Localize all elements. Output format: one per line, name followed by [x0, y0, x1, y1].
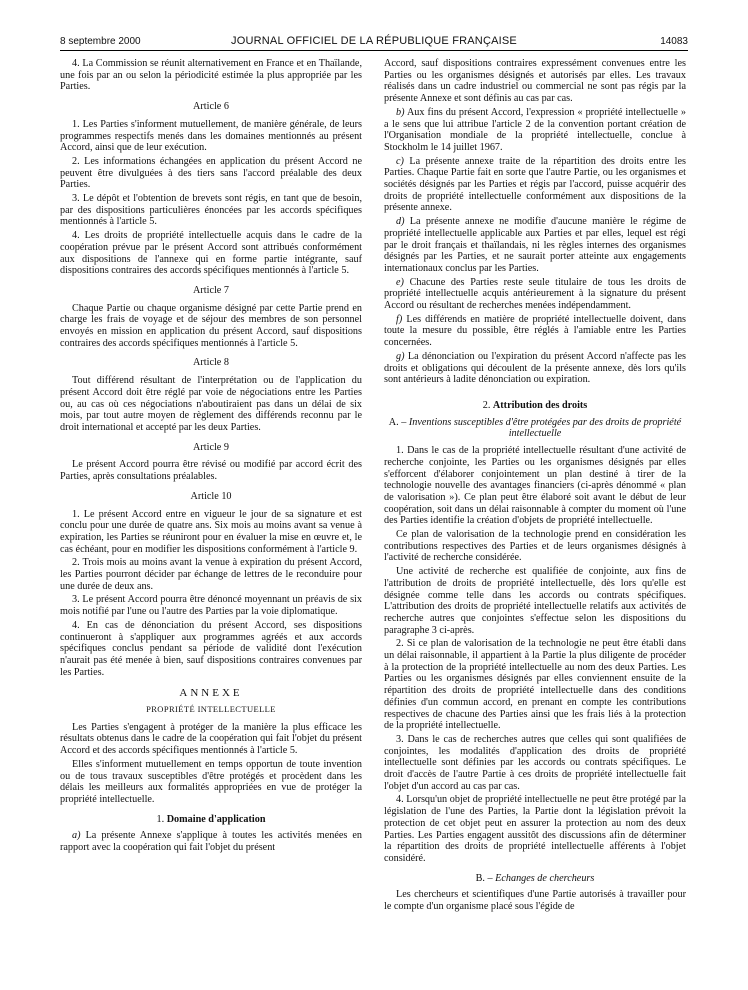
paragraph: 2. Trois mois au moins avant la venue à expiration du présent Accord, les Parties pourront décider par échange de lettres de le reconduire pour une durée de deux ans. [60, 557, 362, 592]
article-9-heading: Article 9 [193, 441, 229, 453]
section-2-heading [384, 400, 686, 412]
subsection-title: Inventions susceptibles d'être protégées par des droits de propriété intellectuelle [408, 416, 682, 440]
item-text: La dénonciation ou l'expiration du présent Accord n'affecte pas les droits et obligations qui découlent de la présente annexe, dès lors qu'ils sont antérieurs à ladite dénonciation ou expiration. [384, 350, 687, 386]
paragraph: 4. Les droits de propriété intellectuelle acquis dans le cadre de la coopération prévue par le présent Accord sont attribués conformément aux dispositions de l'annexe qui en forme partie intégrante, sauf dispositions contraires des accords spécifiques mentionnés à l'article 5. [60, 230, 362, 277]
section-title: Domaine d'application [166, 813, 266, 825]
subsection-label: B. – [475, 872, 493, 884]
section-1-heading [60, 814, 362, 826]
paragraph [384, 156, 686, 215]
section-number: 2. [482, 399, 491, 411]
left-column [60, 58, 362, 856]
header-date: 8 septembre 2000 [60, 36, 141, 47]
paragraph: 4. En cas de dénonciation du présent Accord, ses dispositions continueront à s'appliquer aux programmes agréés et aux accords spécifiques conclus pendant sa période de validité dont l'exécution n'aurait pas été menée à bien, sauf dispositions contraires convenues par les Parties. [60, 619, 362, 678]
paragraph: Chaque Partie ou chaque organisme désigné par cette Partie prend en charge les frais de voyage et de séjour des membres de son personnel envoyés en mission en application du présent Accord, sauf dispositions contraires des accords spécifiques mentionnés à l'article 5. [60, 302, 362, 349]
item-text: Les différends en matière de propriété intellectuelle doivent, dans toute la mesure du possible, être réglés à l'amiable entre les Parties concernées. [384, 313, 687, 349]
paragraph: Les chercheurs et scientifiques d'une Partie autorisés à travailler pour le compte d'un organisme placé sous l'égide de [384, 889, 686, 913]
item-label: f) [396, 313, 403, 325]
paragraph: 4. Lorsqu'un objet de propriété intellectuelle ne peut être protégé par la législation de l'une des Parties, la Partie dont la législation prévoit la protection de cet objet peut en assurer la protection au nom des deux Parties. Les Parties engagent aussitôt des discussions afin de déterminer la répartition des droits de propriété intellectuelle afférents à l'objet considéré. [384, 794, 686, 864]
paragraph: 1. Le présent Accord entre en vigueur le jour de sa signature et est conclu pour une durée de quatre ans. Six mois au moins avant sa venue à expiration, les Parties se réuniront pour en évaluer la mise en œuvre et, le cas échéant, pour en modifier les dispositions conformément à l'article 9. [60, 508, 362, 555]
article-10-heading: Article 10 [190, 490, 232, 502]
paragraph: 3. Dans le cas de recherches autres que celles qui sont qualifiées de conjointes, les modalités d'application des droits de propriété intellectuelle sont définies par les accords ou contrats spécifiques. Le droit d'accès de l'autre Partie à ces droits de propriété intellectuelle fait l'objet d'un accord au cas par cas. [384, 733, 686, 792]
paragraph [60, 830, 362, 853]
annexe-subheading: PROPRIÉTÉ INTELLECTUELLE [146, 704, 276, 715]
paragraph [384, 351, 686, 386]
paragraph: 2. Si ce plan de valorisation de la technologie ne peut être établi dans un délai raisonnable, il appartient à la Partie la plus diligente de procéder à la protection de la propriété intellectuelle au nom des deux Parties. Les Parties ou les organismes désignés par elles conviennent ensuite de la répartition des droits de propriété intellectuelle dans des conditions définies d'un commun accord, en prenant en compte les contributions respectives de chacune des Parties ainsi que les frais liés à la protection de la propriété intellectuelle. [384, 638, 686, 732]
paragraph: Ce plan de valorisation de la technologie prend en considération les contributions respectives des Parties et de leurs organismes désignés à l'activité de recherche considérée. [384, 529, 686, 564]
item-text: La présente annexe traite de la répartition des droits entre les Parties. Chaque Partie fait en sorte que l'autre Partie, ou les organismes et sociétés désignés par les Parties et régis par l'accord, puisse acquérir des droits de propriété intellectuelle conformément aux dispositions de la présente annexe. [384, 155, 686, 214]
paragraph [384, 216, 686, 275]
subsection-a-heading [384, 417, 686, 440]
paragraph: 1. Dans le cas de la propriété intellectuelle résultant d'une activité de recherche conjointe, les Parties ou les organismes désignés par elles s'efforcent d'élaborer conjointement un plan destiné à tirer de la technologie nouvelle des avantages financiers (ci-après dénommé « plan de valorisation »). Ce plan peut être élaboré soit avant le début de leur coopération, soit dans un délai raisonnable à compter du moment où l'une des Parties identifie la création d'objets de propriété intellectuelle. [384, 445, 686, 527]
paragraph: Elles s'informent mutuellement en temps opportun de toute invention ou de tous travaux susceptibles d'être protégés et procèdent dans les délais les meilleurs aux formalités appropriées en vue de protéger la propriété intellectuelle. [60, 758, 362, 805]
paragraph [384, 314, 686, 349]
paragraph: Accord, sauf dispositions contraires expressément convenues entre les Parties ou les organismes désignés et autorisés par elles. Les travaux réalisés dans un cadre industriel ou commercial ne sont pas régis par la présente Annexe et sont définis au cas par cas. [384, 58, 686, 105]
item-text: Chacune des Parties reste seule titulaire de tous les droits de propriété intellectuelle acquis antérieurement à la signature du présent Accord ou résultant de recherches menées indépendamment. [384, 276, 686, 312]
item-text: Aux fins du présent Accord, l'expression « propriété intellectuelle » a le sens que lui attribue l'article 2 de la convention portant création de l'Organisation mondiale de la propriété intellectuelle, conclue à Stockholm le 14 juillet 1967. [384, 106, 687, 153]
item-label: e) [396, 276, 404, 288]
paragraph [384, 277, 686, 312]
subsection-title: Echanges de chercheurs [495, 872, 595, 884]
section-title: Attribution des droits [492, 399, 588, 411]
paragraph: 1. Les Parties s'informent mutuellement, de manière générale, de leurs programmes respectifs menés dans les domaines mentionnés au présent Accord, ainsi que de leur exécution. [60, 118, 362, 154]
page-header [60, 32, 688, 51]
article-6-heading: Article 6 [193, 101, 229, 113]
annexe-heading: ANNEXE [179, 687, 243, 700]
paragraph: 4. La Commission se réunit alternativement en France et en Thaïlande, une fois par an ou selon la périodicité estimée la plus appropriée par les Parties. [60, 58, 362, 93]
paragraph: Le présent Accord pourra être révisé ou modifié par accord écrit des Parties, après consultations préalables. [60, 459, 362, 483]
article-7-heading: Article 7 [193, 284, 229, 296]
item-label: d) [396, 216, 405, 228]
journal-title: JOURNAL OFFICIEL DE LA RÉPUBLIQUE FRANÇAISE [231, 35, 517, 47]
right-column [384, 58, 686, 915]
section-number: 1. [156, 813, 165, 825]
subsection-b-heading [384, 873, 686, 885]
paragraph: Une activité de recherche est qualifiée de conjointe, aux fins de l'attribution de droits de propriété intellectuelle, dès lors qu'elle est désignée comme telle dans les accords ou contrats spécifiques. L'attribution des droits de propriété intellectuelle relatifs aux activités de recherche autres que conjointes s'effectue selon les dispositions du paragraphe 3 ci-après. [384, 566, 686, 636]
item-text: La présente Annexe s'applique à toutes les activités menées en rapport avec la coopération qui fait l'objet du présent [60, 830, 363, 854]
item-label: g) [396, 350, 405, 362]
item-label: c) [396, 155, 404, 167]
subsection-label: A. – [388, 416, 407, 428]
item-label: a) [72, 830, 81, 842]
page-number: 14083 [660, 36, 688, 47]
paragraph: 3. Le dépôt et l'obtention de brevets sont régis, en tant que de besoin, par des dispositions particulières énoncées par les accords spécifiques mentionnés à l'article 5. [60, 193, 362, 228]
paragraph [384, 107, 686, 154]
article-8-heading: Article 8 [193, 357, 229, 369]
paragraph: 2. Les informations échangées en application du présent Accord ne peuvent être divulguées à des tiers sans l'accord préalable des deux Parties. [60, 155, 362, 191]
paragraph: 3. Le présent Accord pourra être dénoncé moyennant un préavis de six mois notifié par l'une ou l'autre des Parties par la voie diplomatique. [60, 594, 362, 618]
item-text: La présente annexe ne modifie d'aucune manière le régime de propriété intellectuelle applicable aux Parties et par elles, lequel est régi par le droit français et thaïlandais, ni les règles internes des organismes désignés par les Parties, et ne saurait porter atteinte aux engagements internationaux conclus par les Parties. [384, 216, 687, 274]
paragraph: Tout différend résultant de l'interprétation ou de l'application du présent Accord doit être réglé par voie de négociations entre les Parties ou, au cas où ces négociations n'aboutiraient pas dans un délai de six mois, par tout autre moyen de règlement des différends reconnu par le droit international et accepté par les deux Parties. [60, 375, 362, 433]
item-label: b) [396, 106, 405, 118]
paragraph: Les Parties s'engagent à protéger de la manière la plus efficace les résultats obtenus dans le cadre de la coopération qui fait l'objet du présent Accord et des accords spécifiques mentionnés à l'article 5. [60, 721, 362, 757]
